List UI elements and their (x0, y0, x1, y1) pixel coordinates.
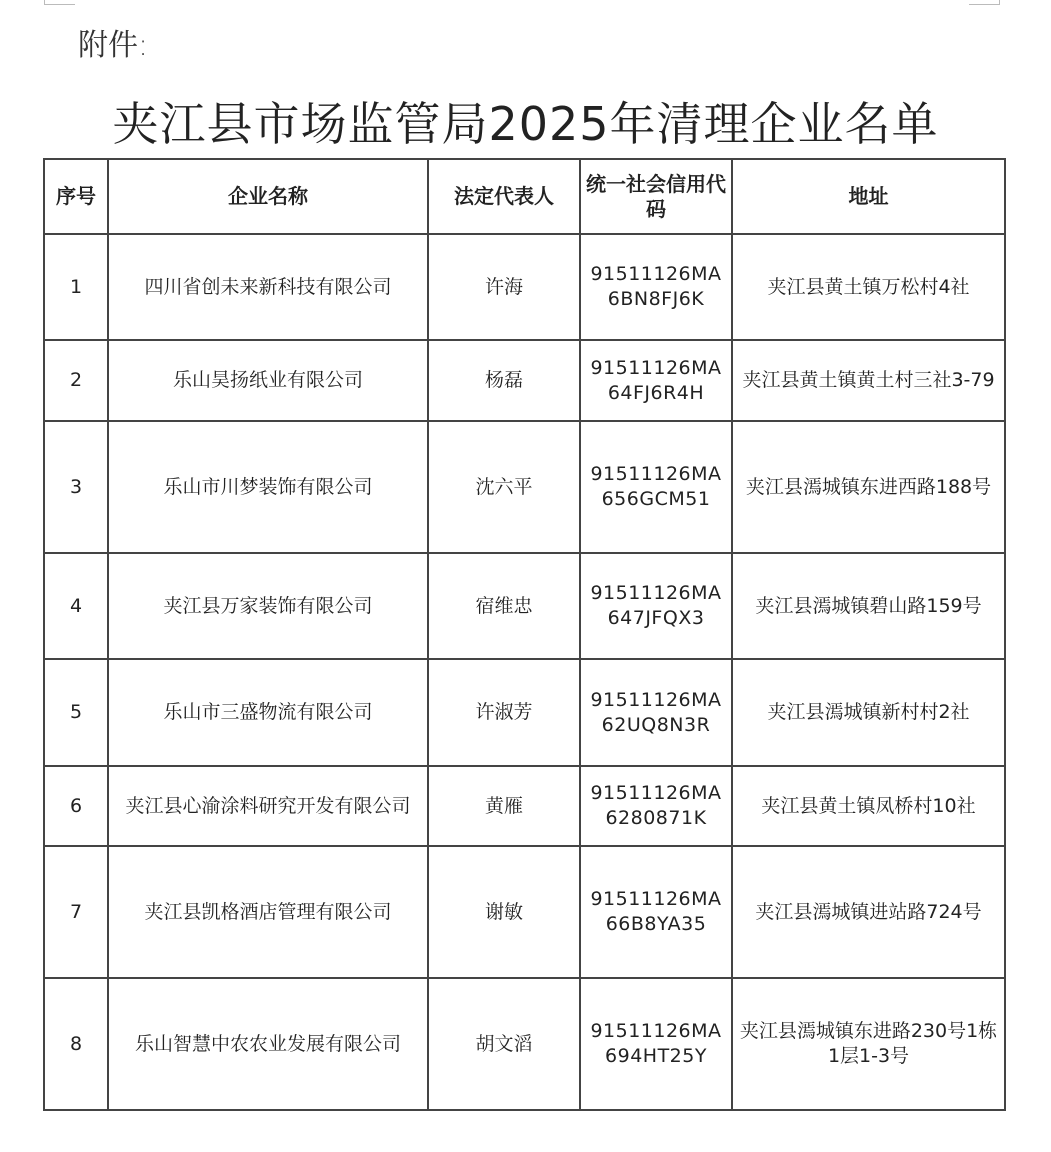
cell-legal-rep: 许淑芳 (428, 659, 580, 766)
cell-company-name: 夹江县万家装饰有限公司 (108, 553, 428, 659)
table-header-row (44, 159, 1005, 234)
cell-legal-rep: 谢敏 (428, 846, 580, 978)
cell-address: 夹江县黄土镇黄土村三社3-79 (732, 340, 1005, 421)
table-row (44, 421, 1005, 553)
cell-serial: 5 (44, 659, 108, 766)
cell-address: 夹江县漹城镇新村村2社 (732, 659, 1005, 766)
cell-legal-rep: 宿维忠 (428, 553, 580, 659)
cell-credit-code: 91511126MA66B8YA35 (580, 846, 732, 978)
table-row (44, 234, 1005, 340)
cell-credit-code: 91511126MA694HT25Y (580, 978, 732, 1110)
page-corner-mark-left (44, 0, 75, 5)
cell-credit-code: 91511126MA62UQ8N3R (580, 659, 732, 766)
page-corner-mark-right (969, 0, 1000, 5)
cell-credit-code: 91511126MA647JFQX3 (580, 553, 732, 659)
cell-company-name: 四川省创未来新科技有限公司 (108, 234, 428, 340)
cell-serial: 7 (44, 846, 108, 978)
cell-serial: 4 (44, 553, 108, 659)
cell-address: 夹江县黄土镇凤桥村10社 (732, 766, 1005, 846)
cell-legal-rep: 胡文滔 (428, 978, 580, 1110)
cell-credit-code: 91511126MA64FJ6R4H (580, 340, 732, 421)
cell-credit-code: 91511126MA6BN8FJ6K (580, 234, 732, 340)
cell-serial: 3 (44, 421, 108, 553)
cell-company-name: 夹江县凯格酒店管理有限公司 (108, 846, 428, 978)
cell-credit-code: 91511126MA6280871K (580, 766, 732, 846)
cell-address: 夹江县黄土镇万松村4社 (732, 234, 1005, 340)
document-title: 夹江县市场监管局2025年清理企业名单 (112, 97, 939, 151)
table-row (44, 340, 1005, 421)
cell-serial: 2 (44, 340, 108, 421)
cell-serial: 6 (44, 766, 108, 846)
cell-address: 夹江县漹城镇东进西路188号 (732, 421, 1005, 553)
table-row (44, 766, 1005, 846)
cell-address: 夹江县漹城镇进站路724号 (732, 846, 1005, 978)
cell-legal-rep: 许海 (428, 234, 580, 340)
cell-address: 夹江县漹城镇碧山路159号 (732, 553, 1005, 659)
table-row (44, 978, 1005, 1110)
cell-legal-rep: 沈六平 (428, 421, 580, 553)
table-row (44, 659, 1005, 766)
table-row (44, 553, 1005, 659)
header-address: 地址 (732, 159, 1005, 234)
cell-serial: 1 (44, 234, 108, 340)
cell-legal-rep: 杨磊 (428, 340, 580, 421)
cell-credit-code: 91511126MA656GCM51 (580, 421, 732, 553)
cell-company-name: 乐山市川梦装饰有限公司 (108, 421, 428, 553)
cell-company-name: 乐山智慧中农农业发展有限公司 (108, 978, 428, 1110)
cell-company-name: 乐山市三盛物流有限公司 (108, 659, 428, 766)
header-legal-rep: 法定代表人 (428, 159, 580, 234)
cell-address: 夹江县漹城镇东进路230号1栋1层1-3号 (732, 978, 1005, 1110)
attachment-label: 附件: (78, 28, 149, 63)
cell-legal-rep: 黄雁 (428, 766, 580, 846)
cell-company-name: 夹江县心渝涂料研究开发有限公司 (108, 766, 428, 846)
table-row (44, 846, 1005, 978)
enterprise-table (43, 158, 1006, 1111)
header-serial: 序号 (44, 159, 108, 234)
header-company-name: 企业名称 (108, 159, 428, 234)
cell-serial: 8 (44, 978, 108, 1110)
cell-company-name: 乐山昊扬纸业有限公司 (108, 340, 428, 421)
header-credit-code: 统一社会信用代码 (580, 159, 732, 234)
